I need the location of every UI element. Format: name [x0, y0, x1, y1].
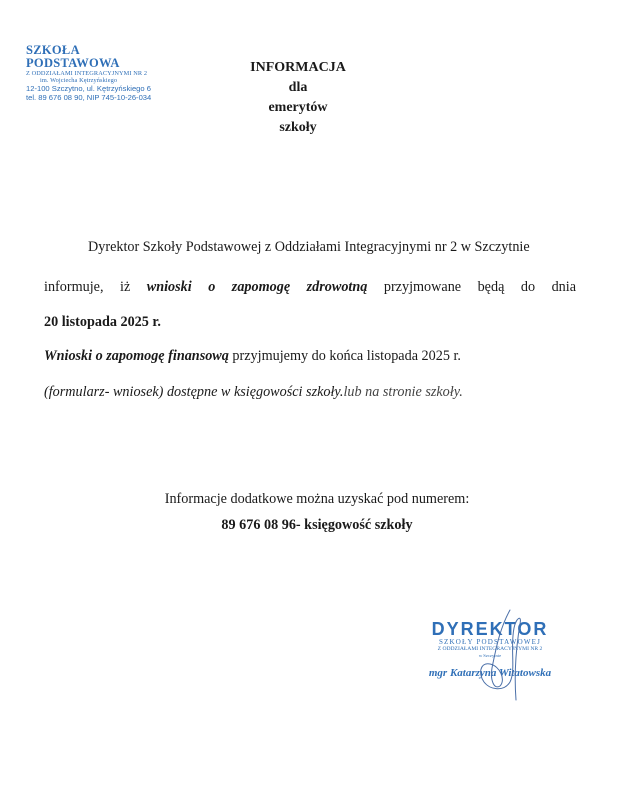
document-heading — [218, 58, 378, 138]
signature-scribble — [470, 608, 540, 708]
stamp-patron: im. Wojciecha Kętrzyńskiego — [40, 77, 118, 84]
deadline-date: 20 listopada 2025 r. — [44, 314, 161, 330]
contact-phone: 89 676 08 96- księgowość szkoły — [221, 517, 413, 533]
body-paragraph-5 — [44, 383, 463, 401]
p4-text: przyjmujemy do końca listopada 2025 r. — [228, 348, 461, 364]
stamp-school-name: SZKOŁA PODSTAWOWA — [26, 43, 120, 70]
body-paragraph-1: Dyrektor Szkoły Podstawowej z Oddziałami Integracyjnymi nr 2 w Szczytnie — [88, 239, 530, 255]
stamp-subtitle: Z ODDZIAŁAMI INTEGRACYJNYMI NR 2 — [26, 70, 148, 77]
director-title: DYREKTOR — [431, 619, 549, 639]
heading-line-2: dla — [288, 80, 308, 95]
body-paragraph-2 — [44, 278, 576, 296]
heading-line-3: emerytów — [268, 100, 328, 115]
stamp-phone-nip: tel. 89 676 08 90, NIP 745-10-26-034 — [26, 93, 152, 102]
heading-title: INFORMACJA — [250, 60, 346, 75]
p5-text: (formularz- wniosek) dostępne w księgowości szkoły. — [44, 384, 344, 400]
director-city: w Szczytnie — [478, 652, 502, 658]
p2-text-end: przyjmowane będą do dnia — [367, 279, 577, 295]
director-school-sub: Z ODDZIAŁAMI INTEGRACYJNYMI NR 2 — [437, 646, 543, 652]
body-paragraph-4 — [44, 347, 461, 365]
heading-line-4: szkoły — [279, 120, 317, 135]
p2-text-start: informuje, iż — [44, 279, 147, 295]
stamp-address: 12-100 Szczytno, ul. Kętrzyńskiego 6 — [26, 84, 151, 93]
contact-info: Informacje dodatkowe można uzyskać pod numerem: — [164, 491, 470, 507]
school-stamp — [26, 44, 176, 102]
p5-website-note: lub na stronie szkoły. — [343, 384, 463, 400]
director-name: mgr Katarzyna Witatowska — [428, 666, 552, 679]
signature-stroke — [481, 610, 521, 700]
p4-emphasis: Wnioski o zapomogę finansową — [44, 348, 229, 364]
p2-emphasis: wnioski o zapomogę zdrowotną — [146, 279, 368, 295]
director-school: SZKOŁY PODSTAWOWEJ — [438, 638, 542, 646]
